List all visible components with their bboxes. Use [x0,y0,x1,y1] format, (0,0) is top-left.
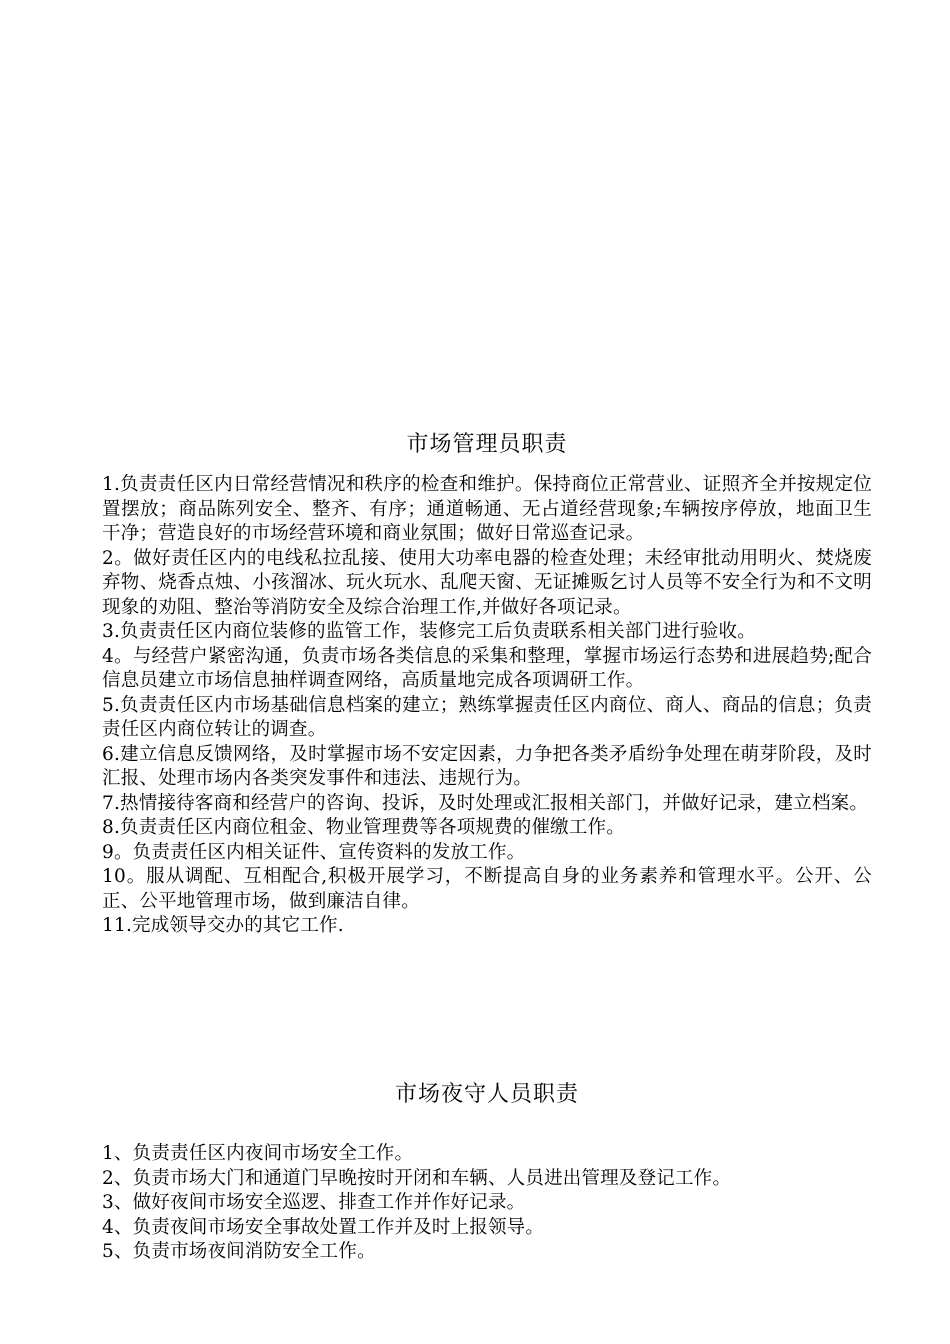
duty-item: 2。做好责任区内的电线私拉乱接、使用大功率电器的检查处理；未经审批动用明火、焚烧废弃物、烧香点烛、小孩溜冰、玩火玩水、乱爬天窗、无证摊贩乞讨人员等不安全行为和不文明现象的劝阻、整治等消防安全及综合治理工作,并做好各项记录。 [102,547,872,618]
duty-item: 4。与经营户紧密沟通，负责市场各类信息的采集和整理，掌握市场运行态势和进展趋势;配合信息员建立市场信息抽样调查网络，高质量地完成各项调研工作。 [102,645,872,691]
section-market-manager-duties [102,428,872,939]
duty-item: 2、负责市场大门和通道门早晚按时开闭和车辆、人员进出管理及登记工作。 [102,1167,732,1189]
duty-item: 1、负责责任区内夜间市场安全工作。 [102,1143,414,1164]
duty-item: 3、做好夜间市场安全巡逻、排查工作并作好记录。 [102,1192,526,1213]
duty-item: 4、负责夜间市场安全事故处置工作并及时上报领导。 [102,1216,545,1238]
section-title-market-manager: 市场管理员职责 [406,432,568,457]
section-night-guard-duties [102,1078,872,1265]
section-title-night-guard: 市场夜守人员职责 [394,1082,579,1107]
duty-item: 3.负责责任区内商位装修的监管工作，装修完工后负责联系相关部门进行验收。 [102,621,756,642]
duty-item: 6.建立信息反馈网络，及时掌握市场不安定因素，力争把各类矛盾纷争处理在萌芽阶段，及时汇报、处理市场内各类突发事件和违法、违规行为。 [102,743,872,789]
duty-item: 5.负责责任区内市场基础信息档案的建立；熟练掌握责任区内商位、商人、商品的信息；负责责任区内商位转让的调查。 [102,694,872,740]
duty-item: 5、负责市场夜间消防安全工作。 [102,1241,376,1262]
duty-item: 9。负责责任区内相关证件、宣传资料的发放工作。 [102,841,526,863]
duty-item: 10。服从调配、互相配合,积极开展学习，不断提高自身的业务素养和管理水平。公开、公正、公平地管理市场，做到廉洁自律。 [102,866,872,912]
duty-item: 7.热情接待客商和经营户的咨询、投诉，及时处理或汇报相关部门，并做好记录，建立档案。 [102,792,869,814]
duty-item: 11.完成领导交办的其它工作. [102,915,344,936]
duty-item: 1.负责责任区内日常经营情况和秩序的检查和维护。保持商位正常营业、证照齐全并按规定位置摆放；商品陈列安全、整齐、有序；通道畅通、无占道经营现象;车辆按序停放，地面卫生干净；营造良好的市场经营环境和商业氛围；做好日常巡查记录。 [102,474,872,544]
duty-item: 8.负责责任区内商位租金、物业管理费等各项规费的催缴工作。 [102,817,625,838]
